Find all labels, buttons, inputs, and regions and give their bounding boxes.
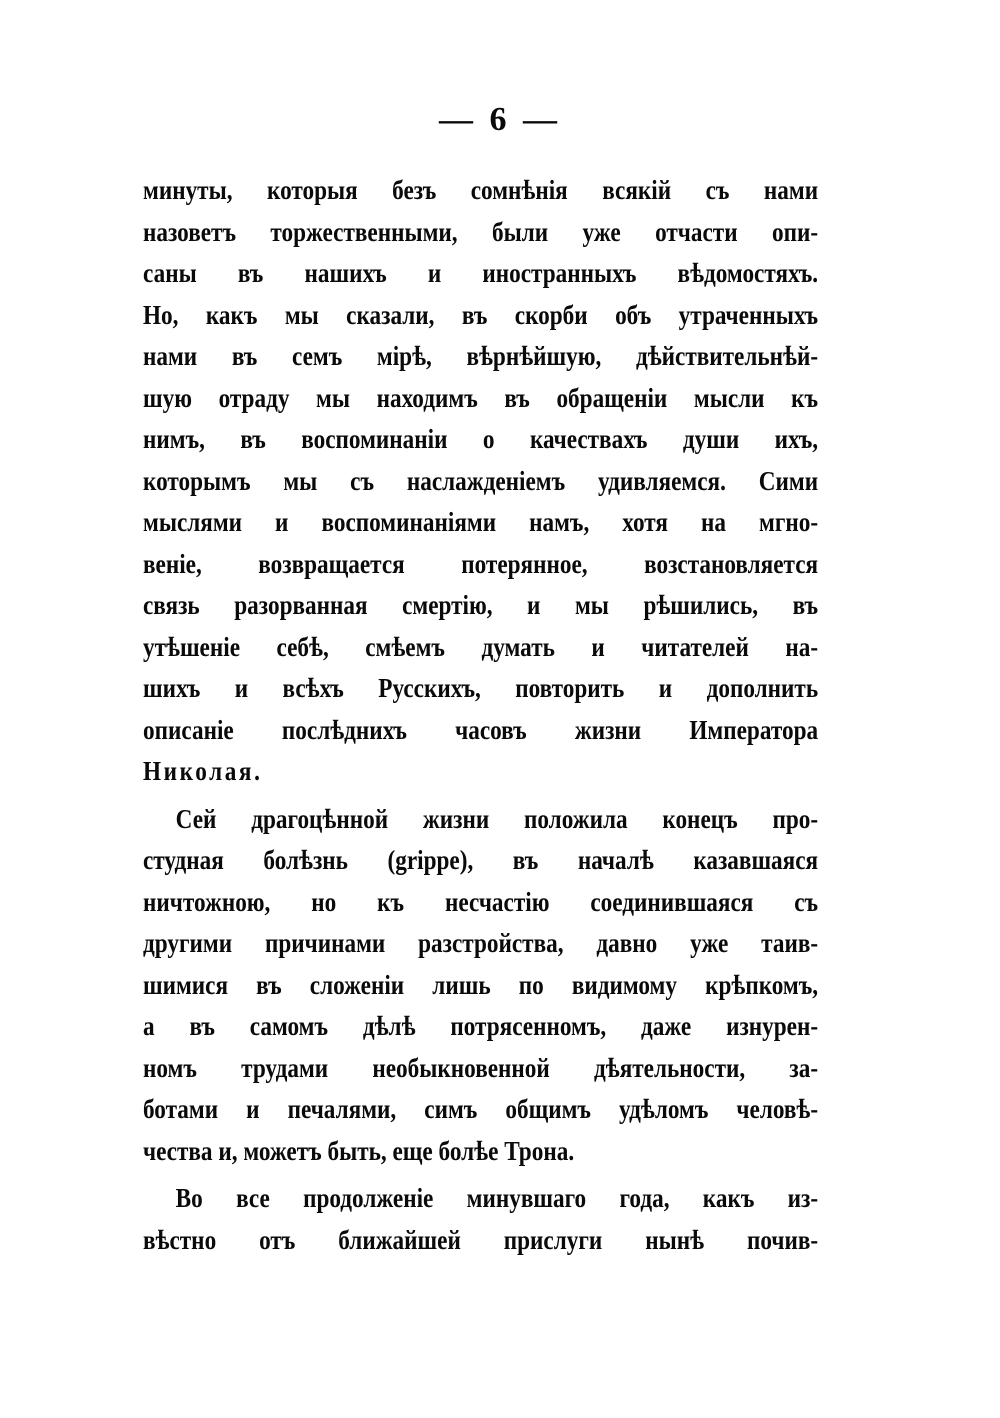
text-line: студная болѣзнь (grippe), въ началѣ казавшаяся xyxy=(143,845,819,875)
text-line: саны въ нашихъ и иностранныхъ вѣдомостяхъ. xyxy=(143,258,819,288)
text-line: мыслями и воспоминаніями намъ, хотя на мгно- xyxy=(143,507,819,537)
text-line: назоветъ торжественными, были уже отчасти опи- xyxy=(143,216,819,247)
text-line: веніе, возвращается потерянное, возстановляется xyxy=(143,548,819,579)
paragraph-1 xyxy=(143,170,818,793)
text-line: шую отраду мы находимъ въ обращеніи мысли къ xyxy=(143,382,819,413)
page-number: — 6 — xyxy=(439,101,561,138)
text-line: нимъ, въ воспоминаніи о качествахъ души ихъ, xyxy=(143,424,819,454)
text-line: Но, какъ мы сказали, въ скорби объ утраченныхъ xyxy=(143,299,819,330)
paragraph-3 xyxy=(143,1178,818,1261)
text-line: шихъ и всѣхъ Русскихъ, повторить и дополнить xyxy=(143,673,819,703)
text-line: которымъ мы съ наслажденіемъ удивляемся. Сими xyxy=(143,465,819,496)
text-line: описаніе послѣднихъ часовъ жизни Императора xyxy=(143,714,819,745)
text-line: другими причинами разстройства, давно уже таив- xyxy=(143,928,819,958)
text-line: а въ самомъ дѣлѣ потрясенномъ, даже изнурен- xyxy=(143,1011,819,1041)
text-line: чества и, можетъ быть, еще болѣе Трона. xyxy=(143,1135,575,1166)
paragraph-2 xyxy=(143,799,818,1173)
text-line: номъ трудами необыкновенной дѣятельности, за- xyxy=(143,1052,819,1083)
text-line: ничтожною, но къ несчастію соединившаяся съ xyxy=(143,886,819,917)
text-line: Николая. xyxy=(143,756,263,786)
text-line: Сей драгоцѣнной жизни положила конецъ про- xyxy=(175,803,819,834)
text-line: вѣстно отъ ближайшей прислуги нынѣ почив- xyxy=(143,1224,819,1255)
text-line: утѣшеніе себѣ, смѣемъ думать и читателей на- xyxy=(143,631,819,662)
text-line: минуты, которыя безъ сомнѣнія всякій съ нами xyxy=(143,175,819,205)
text-line: ботами и печалями, симъ общимъ удѣломъ человѣ- xyxy=(143,1094,819,1124)
text-line: шимися въ сложеніи лишь по видимому крѣпкомъ, xyxy=(143,969,819,1000)
text-line: нами въ семъ мірѣ, вѣрнѣйшую, дѣйствительнѣй- xyxy=(143,341,819,371)
text-line: связь разорванная смертію, и мы рѣшились, въ xyxy=(143,590,819,620)
text-line: Во все продолженіе минувшаго года, какъ из- xyxy=(175,1183,819,1213)
body-text xyxy=(143,170,818,1261)
